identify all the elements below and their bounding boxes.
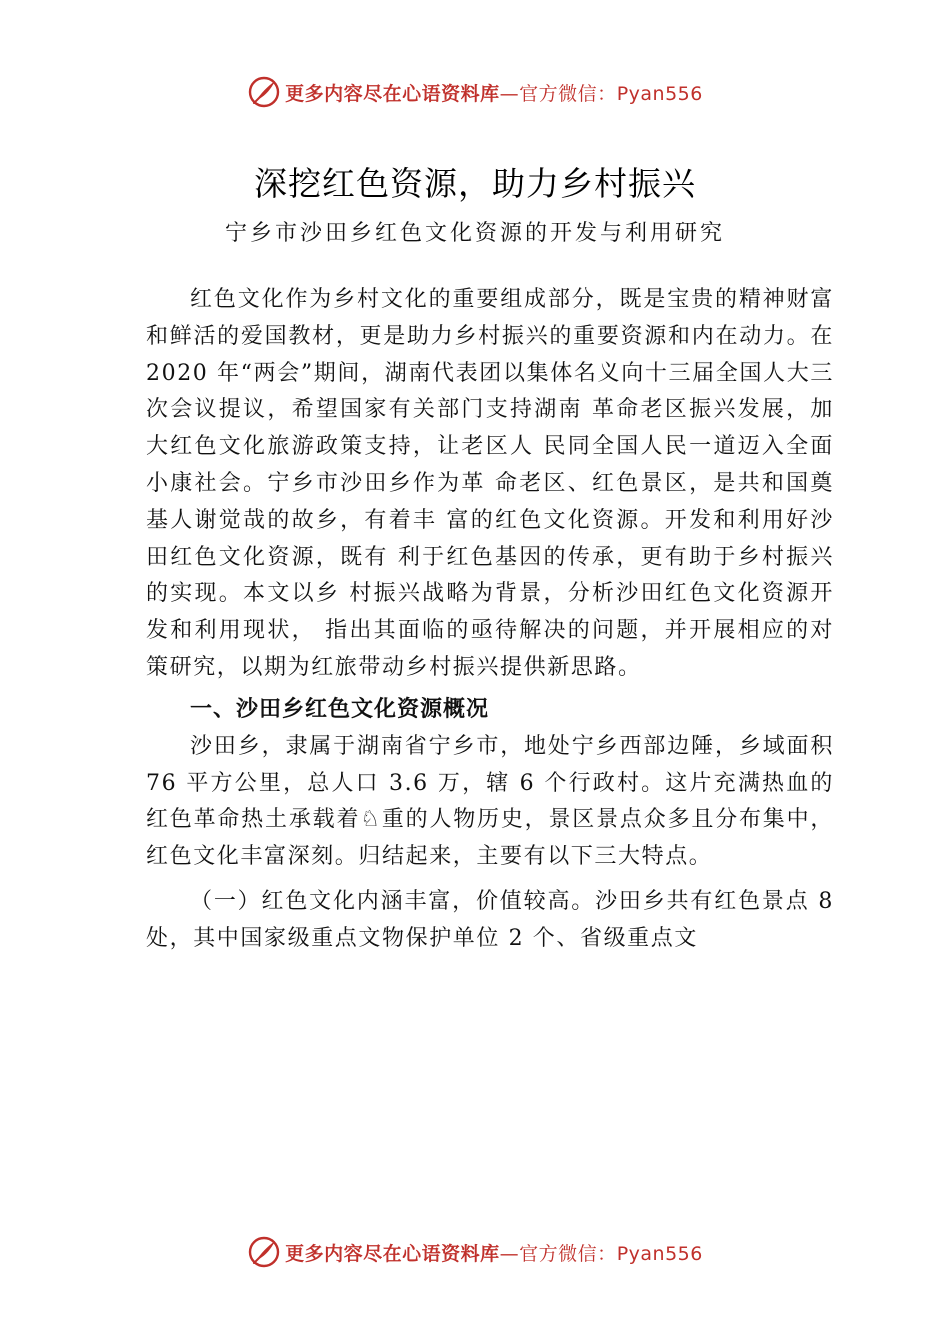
subsection-1-paragraph: （一）红色文化内涵丰富，价值较高。沙田乡共有红色景点 8 处，其中国家级重点文物保护单位 2 个、省级重点文 bbox=[146, 888, 834, 951]
section-heading-1: 一、沙田乡红色文化资源概况 bbox=[190, 696, 490, 722]
watermark-dash: — bbox=[499, 1242, 520, 1265]
paragraph-gap bbox=[146, 876, 834, 884]
watermark-middle: 官方微信： bbox=[519, 1242, 617, 1265]
feather-pen-logo-icon bbox=[247, 1235, 281, 1269]
watermark-wechat: Pyan556 bbox=[616, 1242, 703, 1265]
watermark-banner-bottom bbox=[0, 1232, 950, 1272]
document-title: 深挖红色资源，助力乡村振兴 bbox=[254, 164, 696, 203]
feather-pen-logo-icon bbox=[247, 75, 281, 109]
watermark-middle: 官方微信： bbox=[519, 82, 617, 105]
document-subtitle: 宁乡市沙田乡红色文化资源的开发与利用研究 bbox=[224, 221, 725, 246]
watermark-prefix: 更多内容尽在心语资料库 bbox=[285, 1242, 500, 1265]
watermark-text bbox=[285, 79, 703, 106]
watermark-wechat: Pyan556 bbox=[616, 82, 703, 105]
watermark-text bbox=[285, 1239, 703, 1266]
watermark-prefix: 更多内容尽在心语资料库 bbox=[285, 82, 500, 105]
document-body bbox=[146, 282, 834, 958]
watermark-dash: — bbox=[499, 82, 520, 105]
intro-paragraph: 红色文化作为乡村文化的重要组成部分，既是宝贵的精神财富和鲜活的爱国教材，更是助力乡村振兴的重要资源和内在动力。在 2020 年“两会”期间，湖南代表团以集体名义向十三届全国人大三次会议提议，希望国家有关部门支持湖南 革命老区振兴发展，加大红色文化旅游政策支持，让老区人 民同全国人民一道迈入全面小康社会。宁乡市沙田乡作为革 命老区、红色景区，是共和国奠基人谢觉哉的故乡，有着丰 富的红色文化资源。开发和利用好沙田红色文化资源，既有 利于红色基因的传承，更有助于乡村振兴的实现。本文以乡 村振兴战略为背景，分析沙田红色文化资源开发和利用现状， 指出其面临的亟待解决的问题，并开展相应的对策研究，以期为红旅带动乡村振兴提供新思路。 bbox=[146, 287, 834, 680]
section-1-paragraph: 沙田乡，隶属于湖南省宁乡市，地处宁乡西部边陲，乡域面积 76 平方公里，总人口 3.6 万，辖 6 个行政村。这片充满热血的红色革命热土承载着♘重的人物历史，景区景点众多且分布集中，红色文化丰富深刻。归结起来，主要有以下三大特点。 bbox=[146, 733, 834, 870]
watermark-banner-top bbox=[0, 72, 950, 112]
